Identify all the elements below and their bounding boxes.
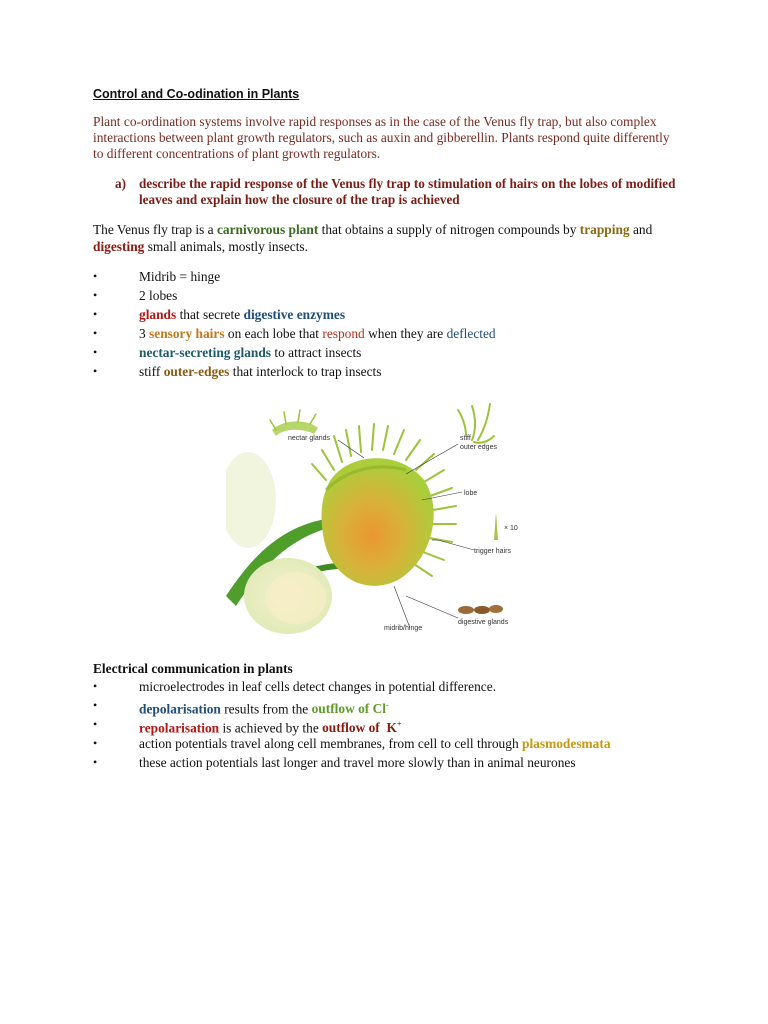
label-trigger-hairs: trigger hairs — [474, 548, 511, 555]
label-stiff: stiff — [460, 435, 471, 442]
bullet-icon: • — [93, 326, 98, 340]
carnivorous-plant-term: carnivorous plant — [216, 222, 319, 237]
outflow-cl-text: outflow of Cl — [311, 701, 386, 717]
outer-edges-term: outer-edges — [163, 364, 230, 379]
objective-letter: a) — [115, 176, 126, 191]
electrical-heading: Electrical communication in plants — [93, 661, 293, 676]
b3-mid-text: is achieved by the — [219, 720, 323, 736]
label-nectar-glands: nectar glands — [288, 435, 331, 442]
digesting-term: digesting — [93, 238, 145, 254]
trigger-hair-inset — [494, 512, 498, 540]
glands-mid-text: that secrete — [176, 307, 244, 322]
feature-lobes: 2 lobes — [139, 288, 178, 303]
digestive-enzymes-term: digestive enzymes — [243, 307, 346, 322]
bullet-icon: • — [93, 679, 98, 693]
repolarisation-term: repolarisation — [139, 720, 220, 736]
lower-trap-inner — [266, 572, 326, 624]
list-item — [93, 696, 713, 715]
label-x10: × 10 — [504, 525, 518, 532]
list-item — [93, 715, 713, 734]
nectar-post-text: to attract insects — [271, 345, 362, 360]
b4-pre-text: action potentials travel along cell membranes, from cell to cell through — [139, 736, 522, 751]
bullet-icon: • — [93, 736, 98, 750]
feature-glands — [139, 305, 345, 324]
digestive-glands-inset — [458, 605, 503, 614]
hairs-mid-text: on each lobe that — [224, 326, 323, 341]
glands-term: glands — [139, 307, 177, 322]
outflow-k-text: outflow of K — [322, 720, 397, 736]
venus-flytrap-figure — [226, 400, 526, 638]
stiff-post-text: that interlock to trap insects — [229, 364, 382, 379]
para-text-2: that obtains a supply of nitrogen compounds by — [318, 222, 580, 237]
label-outer-edges: outer edges — [460, 444, 497, 451]
list-item — [93, 324, 693, 343]
label-digestive-glands: digestive glands — [458, 619, 509, 626]
list-item — [93, 753, 713, 772]
bullet-icon: • — [93, 755, 98, 769]
venus-flytrap-illustration — [226, 400, 526, 638]
feature-edges — [139, 362, 381, 381]
stiff-pre-text: stiff — [139, 364, 164, 379]
background-lobe — [226, 452, 276, 548]
cl-superscript: - — [385, 701, 389, 710]
feature-hairs — [139, 324, 496, 343]
feature-midrib: Midrib = hinge — [139, 269, 221, 284]
electrical-b4 — [139, 734, 611, 753]
hairs-pre-text: 3 — [139, 326, 150, 341]
trapping-term: trapping — [579, 222, 630, 237]
feature-nectar — [139, 343, 361, 362]
list-item — [93, 734, 713, 753]
label-midrib-hinge: midrib/hinge — [384, 625, 423, 632]
sensory-hairs-term: sensory hairs — [149, 326, 225, 341]
para-text-3: and — [629, 222, 653, 237]
respond-term: respond — [322, 326, 365, 341]
bullet-icon: • — [93, 364, 98, 378]
list-item — [93, 286, 693, 305]
features-list — [93, 267, 693, 381]
para-text-4: small animals, mostly insects. — [144, 238, 308, 254]
electrical-list — [93, 677, 713, 772]
para-text-1: The Venus fly trap is a — [93, 222, 217, 237]
label-lobe: lobe — [464, 490, 478, 497]
bullet-icon: • — [93, 698, 98, 712]
bullet-icon: • — [93, 717, 98, 731]
electrical-b5: these action potentials last longer and travel more slowly than in animal neurones — [139, 755, 576, 770]
deflected-term: deflected — [446, 326, 496, 341]
intro-paragraph: Plant co-ordination systems involve rapid responses as in the case of the Venus fly trap, but also complex interactions between plant growth regulators, such as auxin and gibberellin. Plants respond quite differently to different concentrations of plant growth regulators. — [93, 114, 670, 161]
list-item — [93, 305, 693, 324]
electrical-b1: microelectrodes in leaf cells detect changes in potential difference. — [139, 679, 497, 694]
nectar-glands-term: nectar-secreting glands — [139, 345, 272, 360]
objective-text: describe the rapid response of the Venus fly trap to stimulation of hairs on the lobes of modified leaves and explain how the closure of the trap is achieved — [139, 176, 676, 207]
bullet-icon: • — [93, 345, 98, 359]
bullet-icon: • — [93, 288, 98, 302]
page-title: Control and Co-odination in Plants — [93, 87, 300, 101]
list-item — [93, 267, 693, 286]
hairs-mid2-text: when they are — [364, 326, 447, 341]
depolarisation-term: depolarisation — [139, 701, 221, 717]
plasmodesmata-term: plasmodesmata — [522, 736, 611, 751]
b2-mid-text: results from the — [220, 701, 312, 717]
list-item — [93, 343, 693, 362]
nectar-glands-inset — [270, 410, 318, 436]
venus-paragraph — [93, 222, 653, 255]
list-item — [93, 677, 713, 696]
bullet-icon: • — [93, 307, 98, 321]
list-item — [93, 362, 693, 381]
bullet-icon: • — [93, 269, 98, 283]
k-superscript: + — [396, 720, 402, 729]
